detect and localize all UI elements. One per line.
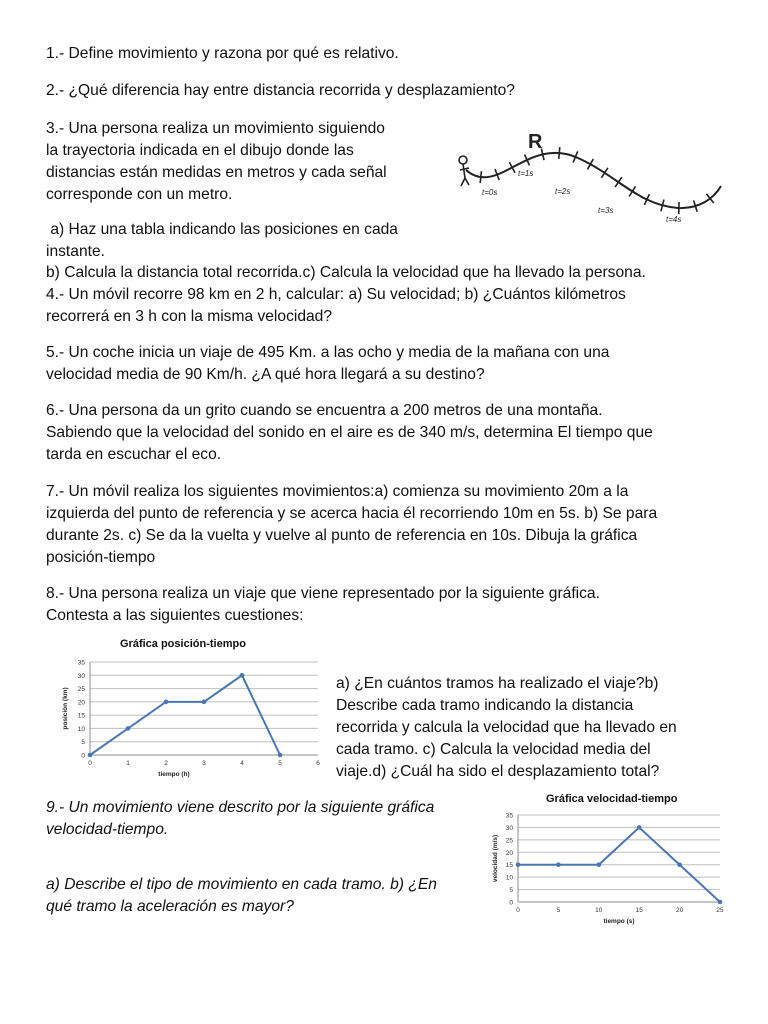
y-tick-label: 25: [505, 837, 513, 845]
x-tick-label: 5: [278, 760, 282, 767]
y-tick-label: 25: [77, 686, 85, 694]
question-3bc-text: b) Calcula la distancia total recorrida.c) Calcula la velocidad que ha llevado la persona.: [46, 264, 646, 281]
position-time-chart-plot: [58, 636, 328, 786]
time-mark-4: t=4s: [666, 215, 682, 224]
question-3-line: distancias están medidas en metros y cada señal: [46, 164, 387, 181]
data-point: [637, 825, 642, 830]
x-axis-label: tiempo (h): [158, 771, 190, 778]
question-6: [46, 400, 653, 466]
data-point: [126, 726, 131, 731]
question-4-line: recorrerá en 3 h con la misma velocidad?: [46, 308, 333, 325]
question-3a: [46, 219, 398, 263]
question-7-line: 7.- Un móvil realiza los siguientes movimientos:a) comienza su movimiento 20m a la: [46, 483, 629, 500]
velocity-time-chart-plot: [488, 790, 728, 930]
y-tick-label: 0: [509, 899, 513, 907]
question-9-sub-line: a) Describe el tipo de movimiento en cada tramo. b) ¿En: [46, 876, 437, 893]
question-7-line: posición-tiempo: [46, 549, 156, 566]
question-8-sub-line: Describe cada tramo indicando la distancia: [336, 697, 634, 714]
y-tick-label: 30: [77, 672, 85, 680]
question-8-sub-line: viaje.d) ¿Cuál ha sido el desplazamiento total?: [336, 763, 660, 780]
x-tick-label: 3: [202, 760, 206, 767]
question-9-line: 9.- Un movimiento viene descrito por la siguiente gráfica: [46, 799, 435, 816]
x-tick-label: 0: [88, 760, 92, 767]
x-tick-label: 15: [635, 907, 643, 914]
y-axis-label: velocidad (m/s): [492, 834, 499, 883]
time-mark-2: t=2s: [555, 187, 571, 196]
question-3a-line: a) Haz una tabla indicando las posiciones en cada: [46, 221, 398, 238]
x-tick-label: 0: [516, 907, 520, 914]
trajectory-diagram: [438, 120, 734, 232]
question-5-line: 5.- Un coche inicia un viaje de 495 Km. a las ocho y media de la mañana con una: [46, 344, 610, 361]
question-9-subquestions: [46, 874, 437, 918]
question-9: [46, 797, 434, 841]
data-point: [597, 862, 602, 867]
y-tick-label: 5: [81, 739, 85, 747]
velocity-time-chart: [488, 790, 728, 930]
data-point: [88, 753, 93, 758]
y-tick-label: 10: [505, 874, 513, 882]
question-8: [46, 583, 600, 627]
y-tick-label: 20: [505, 849, 513, 857]
trajectory-tick: [480, 171, 481, 183]
x-tick-label: 5: [556, 907, 561, 914]
trajectory-path: [466, 153, 721, 208]
time-mark-0: t=0s: [482, 188, 498, 197]
question-1: [46, 43, 399, 65]
y-axis-label: posición (km): [62, 687, 69, 730]
question-7-line: durante 2s. c) Se da la vuelta y vuelve al punto de referencia en 10s. Dibuja la gráfica: [46, 527, 638, 544]
time-mark-3: t=3s: [598, 206, 614, 215]
time-mark-1: t=1s: [518, 169, 534, 178]
x-tick-label: 4: [240, 760, 244, 767]
question-2: [46, 80, 515, 102]
question-8-line: 8.- Una persona realiza un viaje que viene representado por la siguiente gráfica.: [46, 585, 600, 602]
trajectory-tick: [559, 147, 560, 159]
y-tick-label: 35: [77, 659, 85, 667]
question-8-line: Contesta a las siguientes cuestiones:: [46, 607, 304, 624]
question-4-line: 4.- Un móvil recorre 98 km en 2 h, calcular: a) Su velocidad; b) ¿Cuántos kilómetros: [46, 286, 626, 303]
y-tick-label: 10: [77, 725, 85, 733]
x-tick-label: 10: [595, 907, 603, 914]
data-point: [240, 673, 245, 678]
position-time-chart-title: Gráfica posición-tiempo: [120, 638, 246, 650]
question-5-line: velocidad media de 90 Km/h. ¿A qué hora llegará a su destino?: [46, 366, 485, 383]
question-3bc: [46, 262, 646, 284]
x-tick-label: 6: [316, 760, 320, 767]
question-6-line: Sabiendo que la velocidad del sonido en el aire es de 340 m/s, determina El tiempo que: [46, 424, 653, 441]
question-8-sub-line: recorrida y calcula la velocidad que ha llevado en: [336, 719, 677, 736]
question-8-subquestions: [336, 673, 677, 783]
y-tick-label: 15: [77, 712, 85, 720]
question-6-line: tarda en escuchar el eco.: [46, 446, 222, 463]
question-1-text: 1.- Define movimiento y razona por qué es relativo.: [46, 45, 399, 62]
question-3: [46, 118, 387, 206]
data-point: [516, 862, 521, 867]
data-point: [164, 700, 169, 705]
question-9-sub-line: qué tramo la aceleración es mayor?: [46, 898, 294, 915]
question-3-line: corresponde con un metro.: [46, 186, 233, 203]
question-6-line: 6.- Una persona da un grito cuando se encuentra a 200 metros de una montaña.: [46, 402, 603, 419]
trajectory-tick: [629, 186, 635, 196]
y-tick-label: 5: [509, 887, 513, 895]
data-point: [278, 753, 283, 758]
question-9-line: velocidad-tiempo.: [46, 821, 169, 838]
question-7-line: izquierda del punto de referencia y se acerca hacia él recorriendo 10m en 5s. b) Se para: [46, 505, 658, 522]
velocity-time-chart-title: Gráfica velocidad-tiempo: [546, 793, 678, 805]
x-tick-label: 20: [675, 907, 684, 914]
data-point: [202, 700, 207, 705]
data-point: [556, 862, 561, 867]
y-tick-label: 30: [505, 824, 513, 832]
data-point: [677, 862, 682, 867]
trajectory-tick-marks: [480, 147, 714, 214]
question-5: [46, 342, 609, 386]
trajectory-tick: [615, 177, 622, 187]
data-point: [718, 900, 723, 905]
question-4: [46, 284, 626, 328]
question-7: [46, 481, 657, 569]
question-3a-line: instante.: [46, 243, 105, 260]
y-tick-label: 35: [505, 812, 513, 820]
question-3-line: la trayectoria indicada en el dibujo donde las: [46, 142, 354, 159]
question-8-sub-line: a) ¿En cuántos tramos ha realizado el viaje?b): [336, 675, 659, 692]
y-tick-label: 15: [505, 862, 513, 870]
question-2-text: 2.- ¿Qué diferencia hay entre distancia recorrida y desplazamiento?: [46, 82, 515, 99]
y-tick-label: 0: [81, 752, 85, 760]
trajectory-label-r: R: [528, 131, 543, 153]
question-3-line: 3.- Una persona realiza un movimiento siguiendo: [46, 120, 385, 137]
trajectory-tick: [601, 168, 608, 178]
x-axis-label: tiempo (s): [603, 918, 635, 925]
x-tick-label: 25: [716, 907, 724, 914]
x-tick-label: 1: [126, 760, 130, 767]
position-time-chart: [58, 636, 328, 786]
question-8-sub-line: cada tramo. c) Calcula la velocidad media del: [336, 741, 651, 758]
x-tick-label: 2: [164, 760, 168, 767]
y-tick-label: 20: [77, 699, 85, 707]
